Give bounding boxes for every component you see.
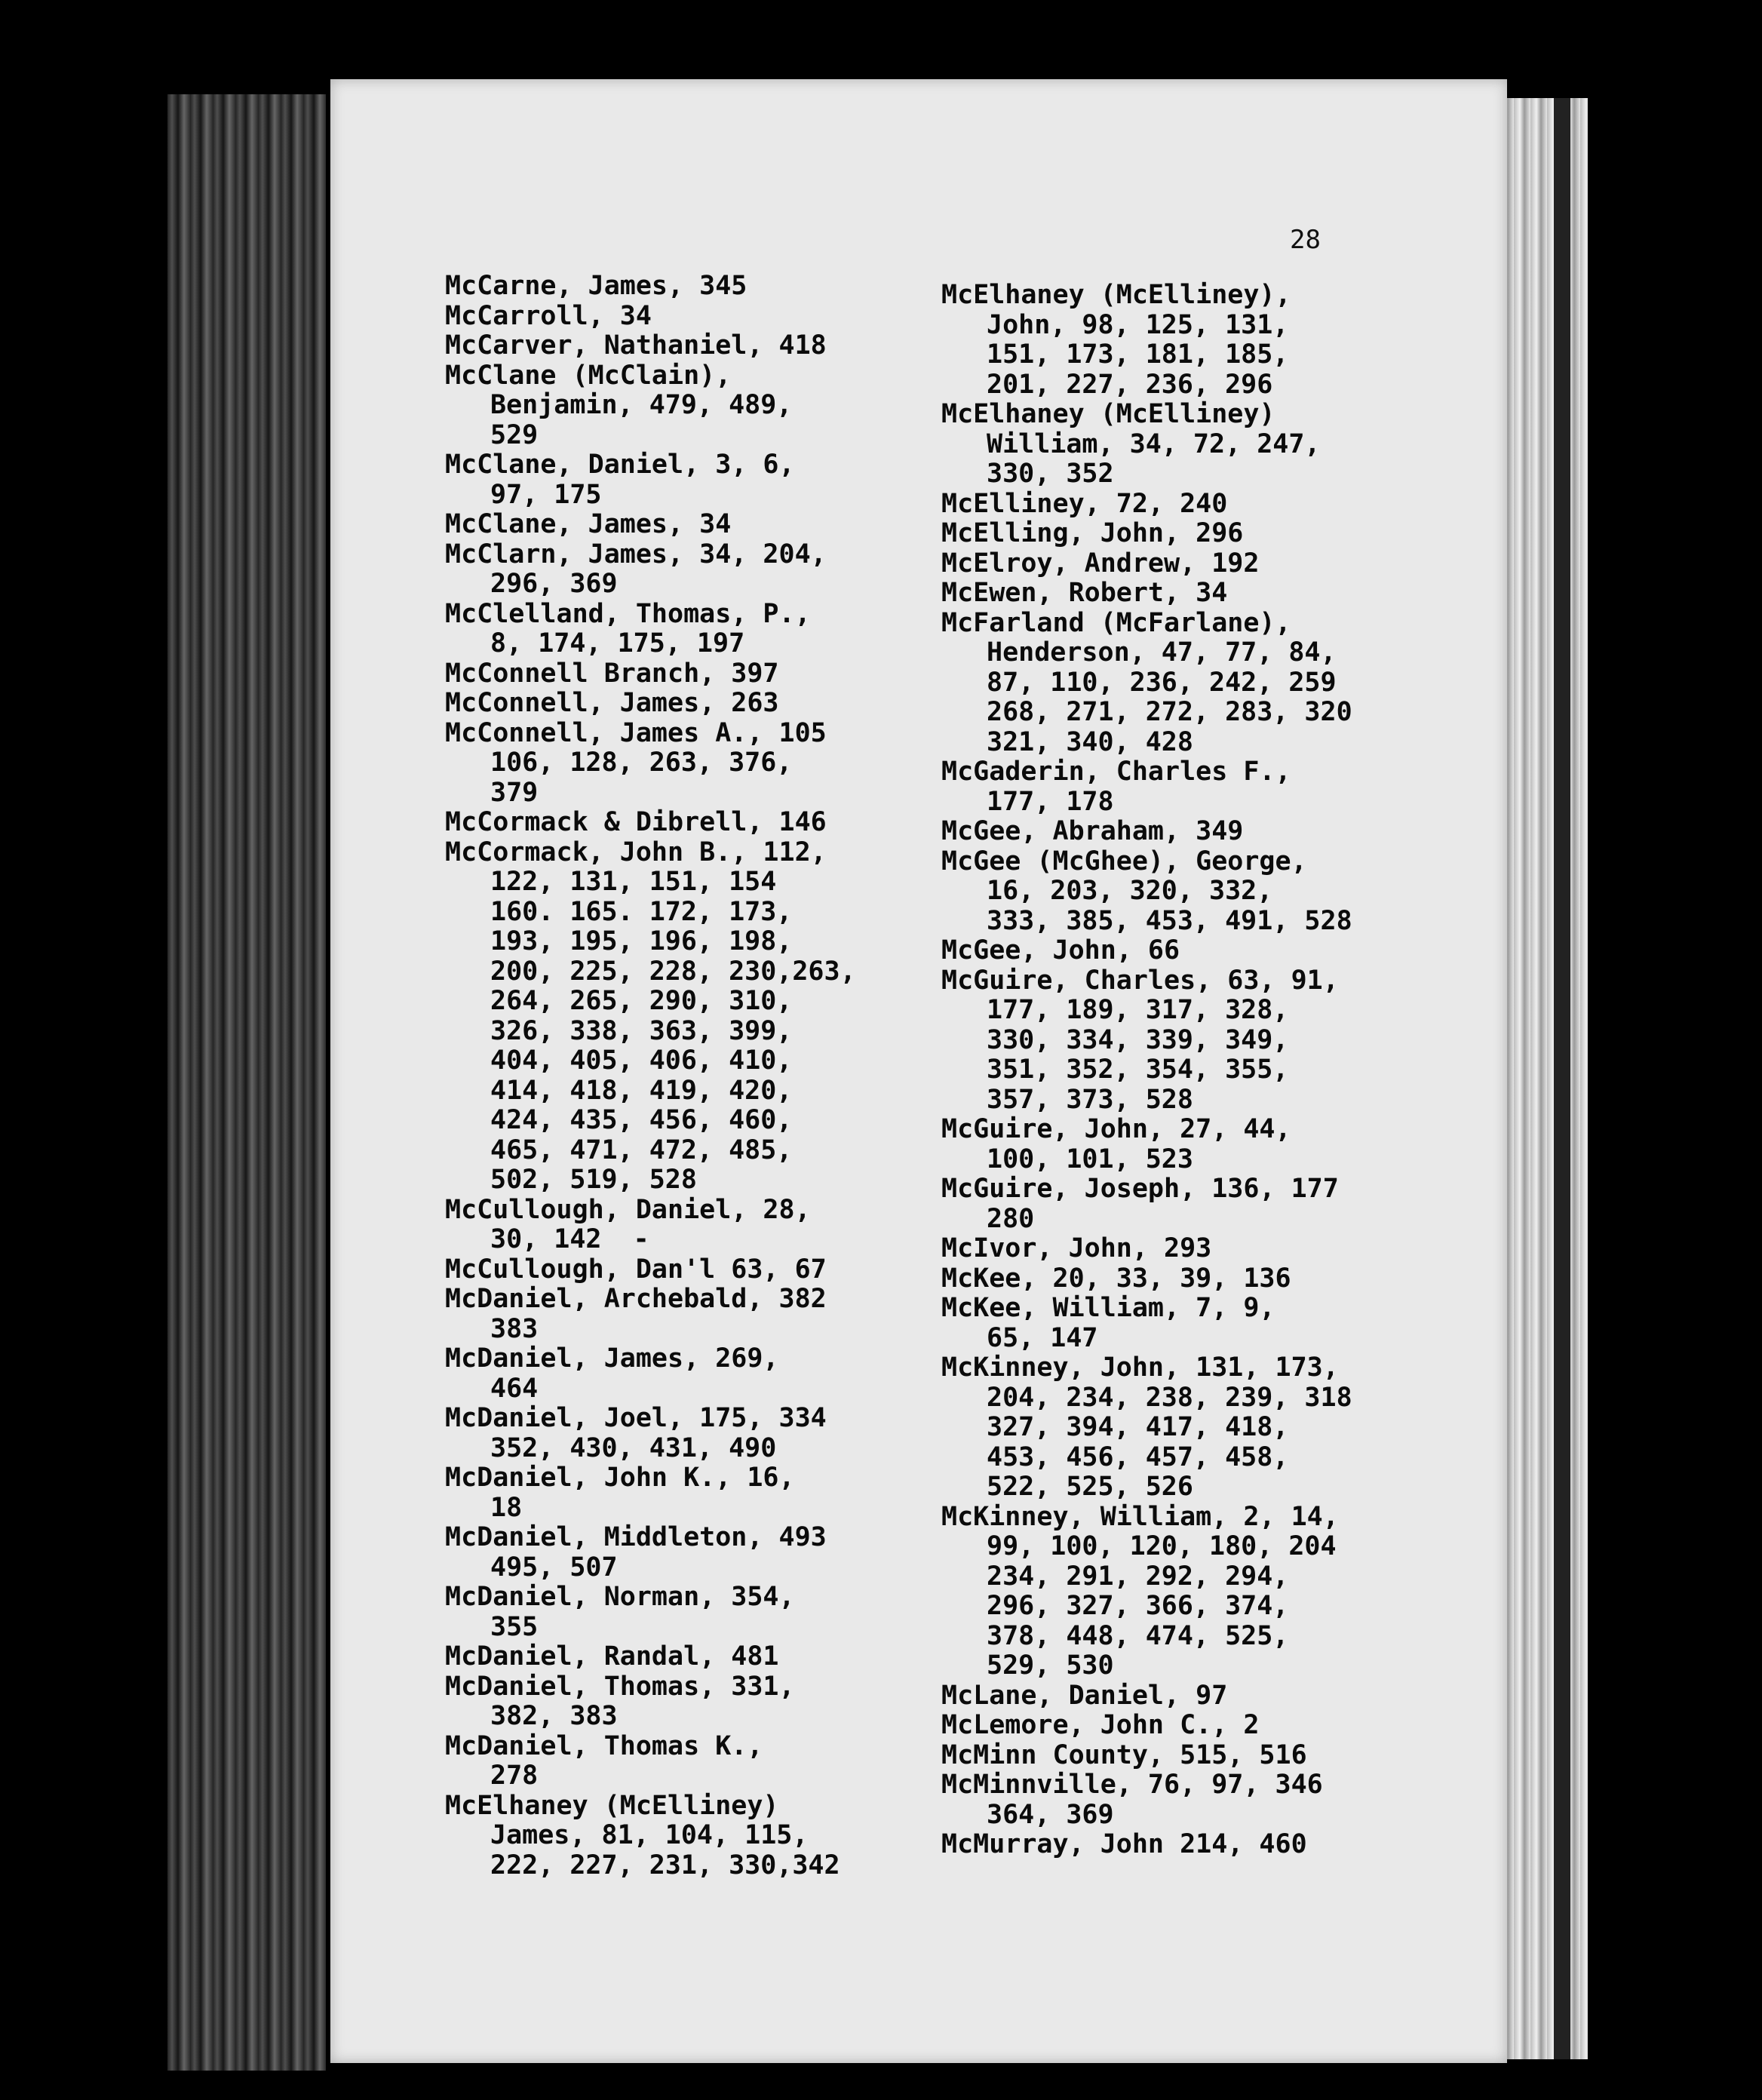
index-entry-heading: McCarroll, 34 <box>445 300 652 331</box>
index-entry-heading: McClane (McClain), <box>445 360 732 391</box>
index-entry-heading: McDaniel, Randal, 481 <box>445 1641 779 1672</box>
index-entry-continuation: 87, 110, 236, 242, 259 <box>987 667 1337 698</box>
index-entry-continuation: 222, 227, 231, 330,342 <box>490 1850 840 1880</box>
index-entry-heading: McEwen, Robert, 34 <box>941 578 1228 608</box>
index-entry-heading: McMinn County, 515, 516 <box>941 1739 1307 1770</box>
index-entry-continuation: 327, 394, 417, 418, <box>987 1412 1289 1442</box>
index-entry <box>445 361 856 451</box>
index-entry-continuation: 330, 352 <box>987 459 1114 489</box>
index-entry <box>941 549 1352 579</box>
index-entry-heading: McKee, 20, 33, 39, 136 <box>941 1263 1291 1294</box>
index-entry-continuation: 30, 142 - <box>490 1224 649 1254</box>
index-entry-heading: McElhaney (McElliney) <box>445 1790 779 1821</box>
index-entry-heading: McKinney, John, 131, 173, <box>941 1352 1339 1383</box>
index-entry-continuation: 502, 519, 528 <box>490 1165 697 1195</box>
index-entry <box>445 1672 856 1732</box>
index-entry-heading: McCullough, Dan'l 63, 67 <box>445 1254 827 1285</box>
index-entry-heading: McClarn, James, 34, 204, <box>445 539 827 570</box>
index-entry <box>941 400 1352 490</box>
index-entry-continuation: 8, 174, 175, 197 <box>490 628 745 659</box>
index-entry <box>941 579 1352 609</box>
index-entry-continuation: 296, 327, 366, 374, <box>987 1591 1289 1621</box>
index-entry-continuation: 204, 234, 238, 239, 318 <box>987 1382 1352 1413</box>
index-entry-heading: McCormack, John B., 112, <box>445 837 827 867</box>
index-entry-heading: McGuire, Charles, 63, 91, <box>941 965 1339 996</box>
index-entry-heading: McCarne, James, 345 <box>445 271 747 301</box>
index-entry-continuation: 268, 271, 272, 283, 320 <box>987 697 1352 727</box>
index-entry-heading: McDaniel, Joel, 175, 334 <box>445 1403 827 1433</box>
index-entry-heading: McDaniel, Norman, 354, <box>445 1582 795 1612</box>
index-entry-heading: McDaniel, Archebald, 382 <box>445 1284 827 1314</box>
index-entry-heading: McClane, James, 34 <box>445 509 732 539</box>
index-entry <box>445 1732 856 1791</box>
index-entry <box>941 936 1352 966</box>
index-entry-heading: McElling, John, 296 <box>941 518 1244 548</box>
index-entry-continuation: 193, 195, 196, 198, <box>490 926 793 956</box>
index-entry <box>941 1174 1352 1234</box>
index-entry-heading: McElhaney (McElliney), <box>941 280 1291 310</box>
index-entry-heading: McClane, Daniel, 3, 6, <box>445 450 795 480</box>
index-entry-continuation: 378, 448, 474, 525, <box>987 1620 1289 1651</box>
index-entry <box>445 1404 856 1463</box>
index-entry-heading: McIvor, John, 293 <box>941 1233 1212 1263</box>
index-entry-heading: McGee, John, 66 <box>941 935 1180 966</box>
index-entry <box>445 1463 856 1523</box>
index-entry-heading: McKinney, William, 2, 14, <box>941 1501 1339 1532</box>
index-entry-continuation: 522, 525, 526 <box>987 1472 1193 1502</box>
index-entry <box>445 838 856 1196</box>
index-entry-continuation: 106, 128, 263, 376, <box>490 748 793 778</box>
index-entry-continuation: 200, 225, 228, 230,263, <box>490 956 856 987</box>
index-column-right <box>941 281 1352 1860</box>
index-entry <box>445 689 856 719</box>
index-entry-continuation: 529, 530 <box>987 1650 1114 1681</box>
index-entry <box>941 1830 1352 1860</box>
index-entry-heading: McDaniel, Thomas K., <box>445 1730 763 1761</box>
index-entry-continuation: 296, 369 <box>490 569 618 599</box>
index-entry <box>941 1294 1352 1353</box>
index-entry-heading: McGaderin, Charles F., <box>941 757 1291 787</box>
index-entry-continuation: 160. 165. 172, 173, <box>490 896 793 927</box>
index-entry <box>445 1791 856 1881</box>
index-entry-continuation: Henderson, 47, 77, 84, <box>987 637 1337 668</box>
index-entry <box>445 719 856 809</box>
index-entry-continuation: 379 <box>490 777 539 808</box>
index-entry-continuation: 201, 227, 236, 296 <box>987 369 1273 400</box>
index-entry-continuation: 383 <box>490 1313 539 1344</box>
index-entry-heading: McFarland (McFarlane), <box>941 607 1291 638</box>
index-entry-continuation: 65, 147 <box>987 1322 1098 1353</box>
index-entry <box>941 1115 1352 1174</box>
page-edge-stack <box>1497 98 1588 2059</box>
index-entry-heading: McLane, Daniel, 97 <box>941 1680 1228 1711</box>
index-entry-continuation: 177, 189, 317, 328, <box>987 995 1289 1025</box>
index-entry-heading: McConnell Branch, 397 <box>445 658 779 689</box>
index-entry-continuation: 151, 173, 181, 185, <box>987 339 1289 370</box>
index-entry-continuation: 280 <box>987 1203 1035 1234</box>
index-entry <box>445 1196 856 1255</box>
index-entry <box>445 1285 856 1344</box>
index-entry <box>445 1344 856 1404</box>
index-entry-heading: McElliney, 72, 240 <box>941 488 1228 519</box>
index-entry-continuation: James, 81, 104, 115, <box>490 1820 809 1850</box>
index-entry-heading: McElhaney (McElliney) <box>941 399 1275 429</box>
index-entry-continuation: 465, 471, 472, 485, <box>490 1134 793 1165</box>
index-entry <box>445 1642 856 1672</box>
index-entry-continuation: William, 34, 72, 247, <box>987 428 1321 459</box>
index-entry-heading: McGuire, John, 27, 44, <box>941 1114 1291 1144</box>
index-entry-continuation: 321, 340, 428 <box>987 726 1193 757</box>
index-entry <box>941 519 1352 549</box>
index-entry <box>941 1234 1352 1264</box>
index-entry <box>445 331 856 361</box>
index-entry-heading: McGee, Abraham, 349 <box>941 816 1244 846</box>
index-entry <box>941 847 1352 937</box>
index-entry <box>445 510 856 540</box>
index-column-left <box>445 272 856 1880</box>
index-entry <box>941 490 1352 520</box>
index-entry <box>941 1711 1352 1741</box>
binding-shadow <box>167 94 326 2071</box>
index-entry-continuation: 234, 291, 292, 294, <box>987 1561 1289 1592</box>
index-entry <box>445 540 856 600</box>
index-entry <box>445 272 856 302</box>
page-edge-gap <box>1554 98 1570 2059</box>
index-entry-continuation: 278 <box>490 1761 539 1791</box>
index-entry-continuation: John, 98, 125, 131, <box>987 309 1289 340</box>
index-entry-continuation: 351, 352, 354, 355, <box>987 1055 1289 1085</box>
index-entry-heading: McElroy, Andrew, 192 <box>941 548 1260 579</box>
index-entry-continuation: Benjamin, 479, 489, <box>490 390 793 420</box>
index-entry-continuation: 326, 338, 363, 399, <box>490 1015 793 1046</box>
index-entry-heading: McGee (McGhee), George, <box>941 846 1307 877</box>
index-entry-heading: McDaniel, Thomas, 331, <box>445 1671 795 1702</box>
index-entry-continuation: 355 <box>490 1611 539 1642</box>
index-entry-heading: McMinnville, 76, 97, 346 <box>941 1770 1323 1800</box>
index-entry <box>941 609 1352 758</box>
index-entry-heading: McCarver, Nathaniel, 418 <box>445 330 827 361</box>
index-entry-continuation: 177, 178 <box>987 786 1114 817</box>
index-entry-heading: McMurray, John 214, 460 <box>941 1829 1307 1859</box>
index-entry <box>941 281 1352 400</box>
index-entry-continuation: 16, 203, 320, 332, <box>987 876 1273 906</box>
index-entry-continuation: 18 <box>490 1492 523 1523</box>
index-entry-continuation: 99, 100, 120, 180, 204 <box>987 1531 1337 1561</box>
index-entry-continuation: 100, 101, 523 <box>987 1144 1193 1174</box>
index-entry <box>941 1741 1352 1771</box>
index-entry-continuation: 424, 435, 456, 460, <box>490 1105 793 1135</box>
index-entry <box>445 1583 856 1642</box>
index-entry-heading: McConnell, James, 263 <box>445 688 779 718</box>
index-entry-heading: McDaniel, Middleton, 493 <box>445 1522 827 1552</box>
page-number: 28 <box>1290 225 1321 255</box>
index-entry-continuation: 364, 369 <box>987 1799 1114 1830</box>
index-entry-continuation: 264, 265, 290, 310, <box>490 986 793 1016</box>
index-entry <box>941 1770 1352 1830</box>
index-entry-continuation: 382, 383 <box>490 1701 618 1731</box>
index-entry <box>445 600 856 659</box>
index-entry <box>941 1681 1352 1712</box>
index-entry-continuation: 464 <box>490 1373 539 1404</box>
index-entry <box>445 450 856 510</box>
index-entry <box>941 817 1352 847</box>
index-entry-heading: McCormack & Dibrell, 146 <box>445 807 827 837</box>
index-entry-heading: McConnell, James A., 105 <box>445 717 827 748</box>
index-entry-continuation: 97, 175 <box>490 479 602 510</box>
index-entry-heading: McGuire, Joseph, 136, 177 <box>941 1174 1339 1204</box>
index-entry <box>941 966 1352 1116</box>
index-entry-continuation: 453, 456, 457, 458, <box>987 1441 1289 1472</box>
index-entry-continuation: 529 <box>490 419 539 450</box>
index-entry <box>445 808 856 838</box>
index-entry-continuation: 495, 507 <box>490 1552 618 1583</box>
index-entry-heading: McCullough, Daniel, 28, <box>445 1194 811 1225</box>
index-entry-continuation: 330, 334, 339, 349, <box>987 1024 1289 1055</box>
index-entry <box>445 1523 856 1583</box>
index-entry-continuation: 414, 418, 419, 420, <box>490 1075 793 1106</box>
index-entry-continuation: 333, 385, 453, 491, 528 <box>987 905 1352 936</box>
index-entry-heading: McLemore, John C., 2 <box>941 1710 1260 1740</box>
index-entry <box>445 302 856 332</box>
index-entry <box>941 1353 1352 1503</box>
index-entry-heading: McDaniel, James, 269, <box>445 1343 779 1374</box>
index-entry <box>941 1264 1352 1294</box>
index-entry-heading: McKee, William, 7, 9, <box>941 1293 1275 1323</box>
index-entry-heading: McDaniel, John K., 16, <box>445 1463 795 1493</box>
index-entry-continuation: 404, 405, 406, 410, <box>490 1045 793 1076</box>
index-entry <box>445 659 856 689</box>
index-entry <box>941 1503 1352 1681</box>
index-entry-continuation: 357, 373, 528 <box>987 1084 1193 1115</box>
index-entry <box>941 757 1352 817</box>
index-entry <box>445 1255 856 1285</box>
index-entry-continuation: 352, 430, 431, 490 <box>490 1432 777 1463</box>
index-entry-continuation: 122, 131, 151, 154 <box>490 867 777 897</box>
index-entry-heading: McClelland, Thomas, P., <box>445 598 811 629</box>
